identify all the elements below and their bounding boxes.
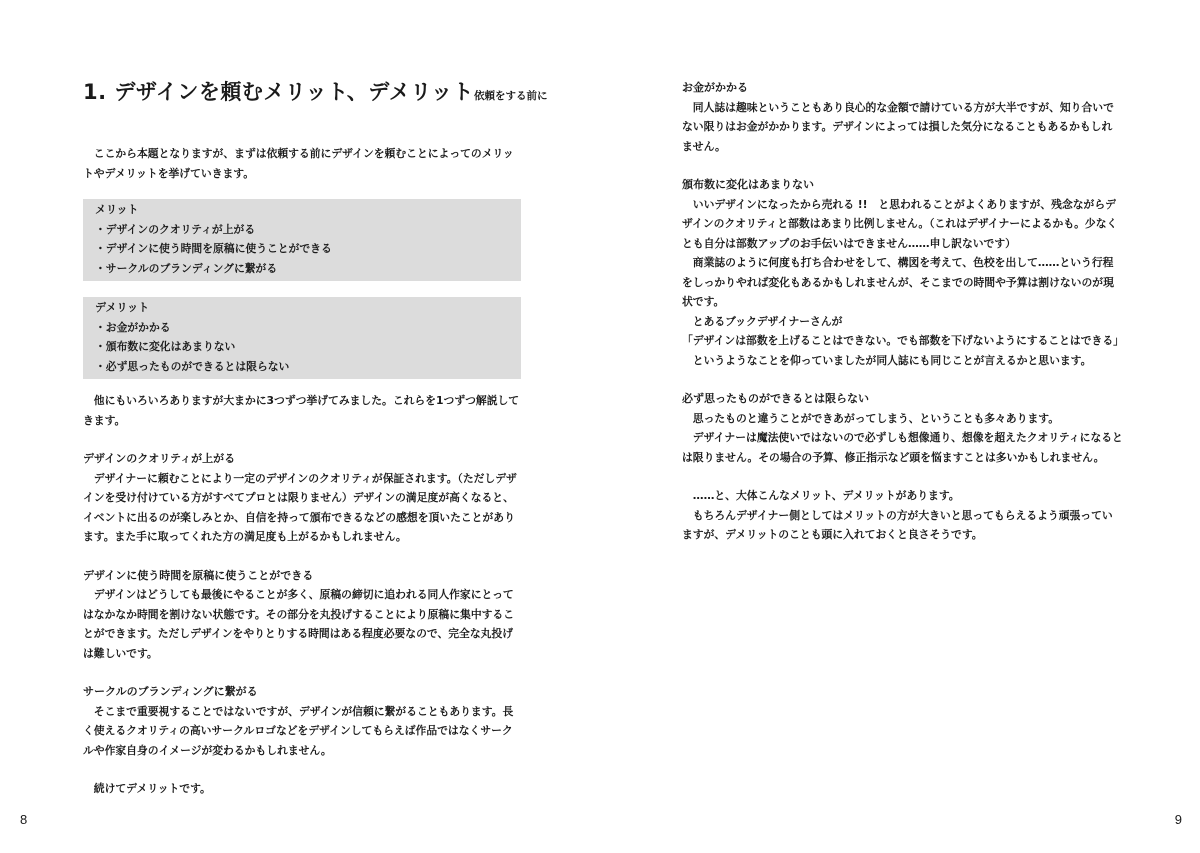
right-page	[600, 0, 1200, 853]
section-paragraph: デザイナーに頼むことにより一定のデザインのクオリティが保証されます。（ただしデザインを受け付けている方がすべてプロとは限りません）デザインの満足度が高くなると、イベントに出るのが楽しみとか、自信を持って頒布できるなどの感想を頂いたことがあります。また手に取ってくれた方の満足度も上がるかもしれません。	[83, 471, 517, 543]
section-time	[83, 566, 521, 664]
demerit-heading: デメリット	[95, 301, 150, 314]
section-quality	[83, 449, 521, 547]
section-heading: 必ず思ったものができるとは限らない	[682, 392, 869, 405]
demerit-item: ・頒布数に変化はあまりない	[95, 340, 236, 353]
right-column	[682, 78, 1123, 545]
section-paragraph: 同人誌は趣味ということもあり良心的な金額で請けている方が大半ですが、知り合いでない限りはお金がかかります。デザインによっては損した気分になることもあるかもしれません。	[682, 100, 1114, 153]
section-expectation	[682, 389, 1123, 467]
section-paragraph: デザイナーは魔法使いではないので必ずしも想像通り、想像を超えたクオリティになるとは限りません。その場合の予算、修正指示など頭を悩ますことは多いかもしれません。	[682, 431, 1123, 464]
closing-paragraph: もちろんデザイナー側としてはメリットの方が大きいと思ってもらえるよう頑張っていますが、デメリットのことも頭に入れておくと良さそうです。	[682, 508, 1113, 541]
left-column	[83, 76, 548, 799]
merit-item: ・デザインのクオリティが上がる	[95, 222, 256, 236]
section-heading: デザインに使う時間を原稿に使うことができる	[83, 568, 314, 582]
section-paragraph: というようなことを仰っていましたが同人誌にも同じことが言えるかと思います。	[692, 353, 1092, 367]
section-heading: お金がかかる	[682, 81, 748, 94]
demerit-item: ・お金がかかる	[95, 320, 171, 334]
merit-item: ・サークルのブランディングに繋がる	[95, 261, 278, 275]
section-paragraph: とあるブックデザイナーさんが	[692, 314, 843, 328]
after-boxes-paragraph: 他にもいろいろありますが大まかに3つずつ挙げてみました。これらを1つずつ解説してきます。	[83, 394, 520, 427]
closing-paragraph: ……と、大体こんなメリット、デメリットがあります。	[692, 489, 960, 502]
section-heading: サークルのブランディングに繋がる	[83, 685, 258, 698]
section-paragraph: 思ったものと違うことができあがってしまう、ということも多々あります。	[692, 411, 1060, 425]
quote-paragraph: 「デザインは部数を上げることはできない。でも部数を下げないようにすることはできる」	[682, 334, 1124, 347]
section-cost	[682, 78, 1123, 156]
page-number: 8	[20, 812, 28, 827]
demerit-item: ・必ず思ったものができるとは限らない	[95, 359, 290, 373]
section-heading: 頒布数に変化はあまりない	[682, 178, 814, 191]
section-heading: デザインのクオリティが上がる	[83, 452, 236, 465]
page-number: 9	[1174, 812, 1182, 827]
section-paragraph: そこまで重要視することではないですが、デザインが信頼に繋がることもあります。長く使えるクオリティの高いサークルロゴなどをデザインしてもらえば作品ではなくサークルや作家自身のイメージが変わるかもしれません。	[83, 704, 514, 757]
merit-item: ・デザインに使う時間を原稿に使うことができる	[95, 242, 332, 255]
demerit-box	[83, 297, 521, 379]
page-title: 1. デザインを頼むメリット、デメリット	[83, 80, 475, 104]
section-branding	[83, 682, 521, 760]
section-paragraph: いいデザインになったから売れる !! と思われることがよくありますが、残念ながらデザインのクオリティと部数はあまり比例しません。（これはデザイナーによるかも。少なくとも自分は部数アップのお手伝いはできません……申し訳ないです）	[682, 197, 1118, 250]
intro-paragraph: ここから本題となりますが、まずは依頼する前にデザインを頼むことによってのメリットやデメリットを挙げていきます。	[83, 147, 514, 180]
section-paragraph: 商業誌のように何度も打ち合わせをして、構図を考えて、色校を出して……という行程をしっかりやれば変化もあるかもしれませんが、そこまでの時間や予算は割けないのが現状です。	[682, 256, 1114, 308]
section-paragraph: デザインはどうしても最後にやることが多く、原稿の締切に追われる同人作家にとってはなかなか時間を割けない状態です。その部分を丸投げすることにより原稿に集中することができます。ただしデザインをやりとりする時間はある程度必要なので、完全な丸投げは難しいです。	[83, 588, 515, 660]
page-subtitle: 依頼をする前に	[474, 90, 548, 102]
closing-block	[682, 486, 1123, 545]
closing-paragraph: 続けてデメリットです。	[93, 782, 211, 795]
title-row	[83, 76, 548, 106]
merit-box	[83, 199, 521, 281]
merit-heading: メリット	[95, 203, 139, 216]
section-distribution	[682, 175, 1123, 370]
